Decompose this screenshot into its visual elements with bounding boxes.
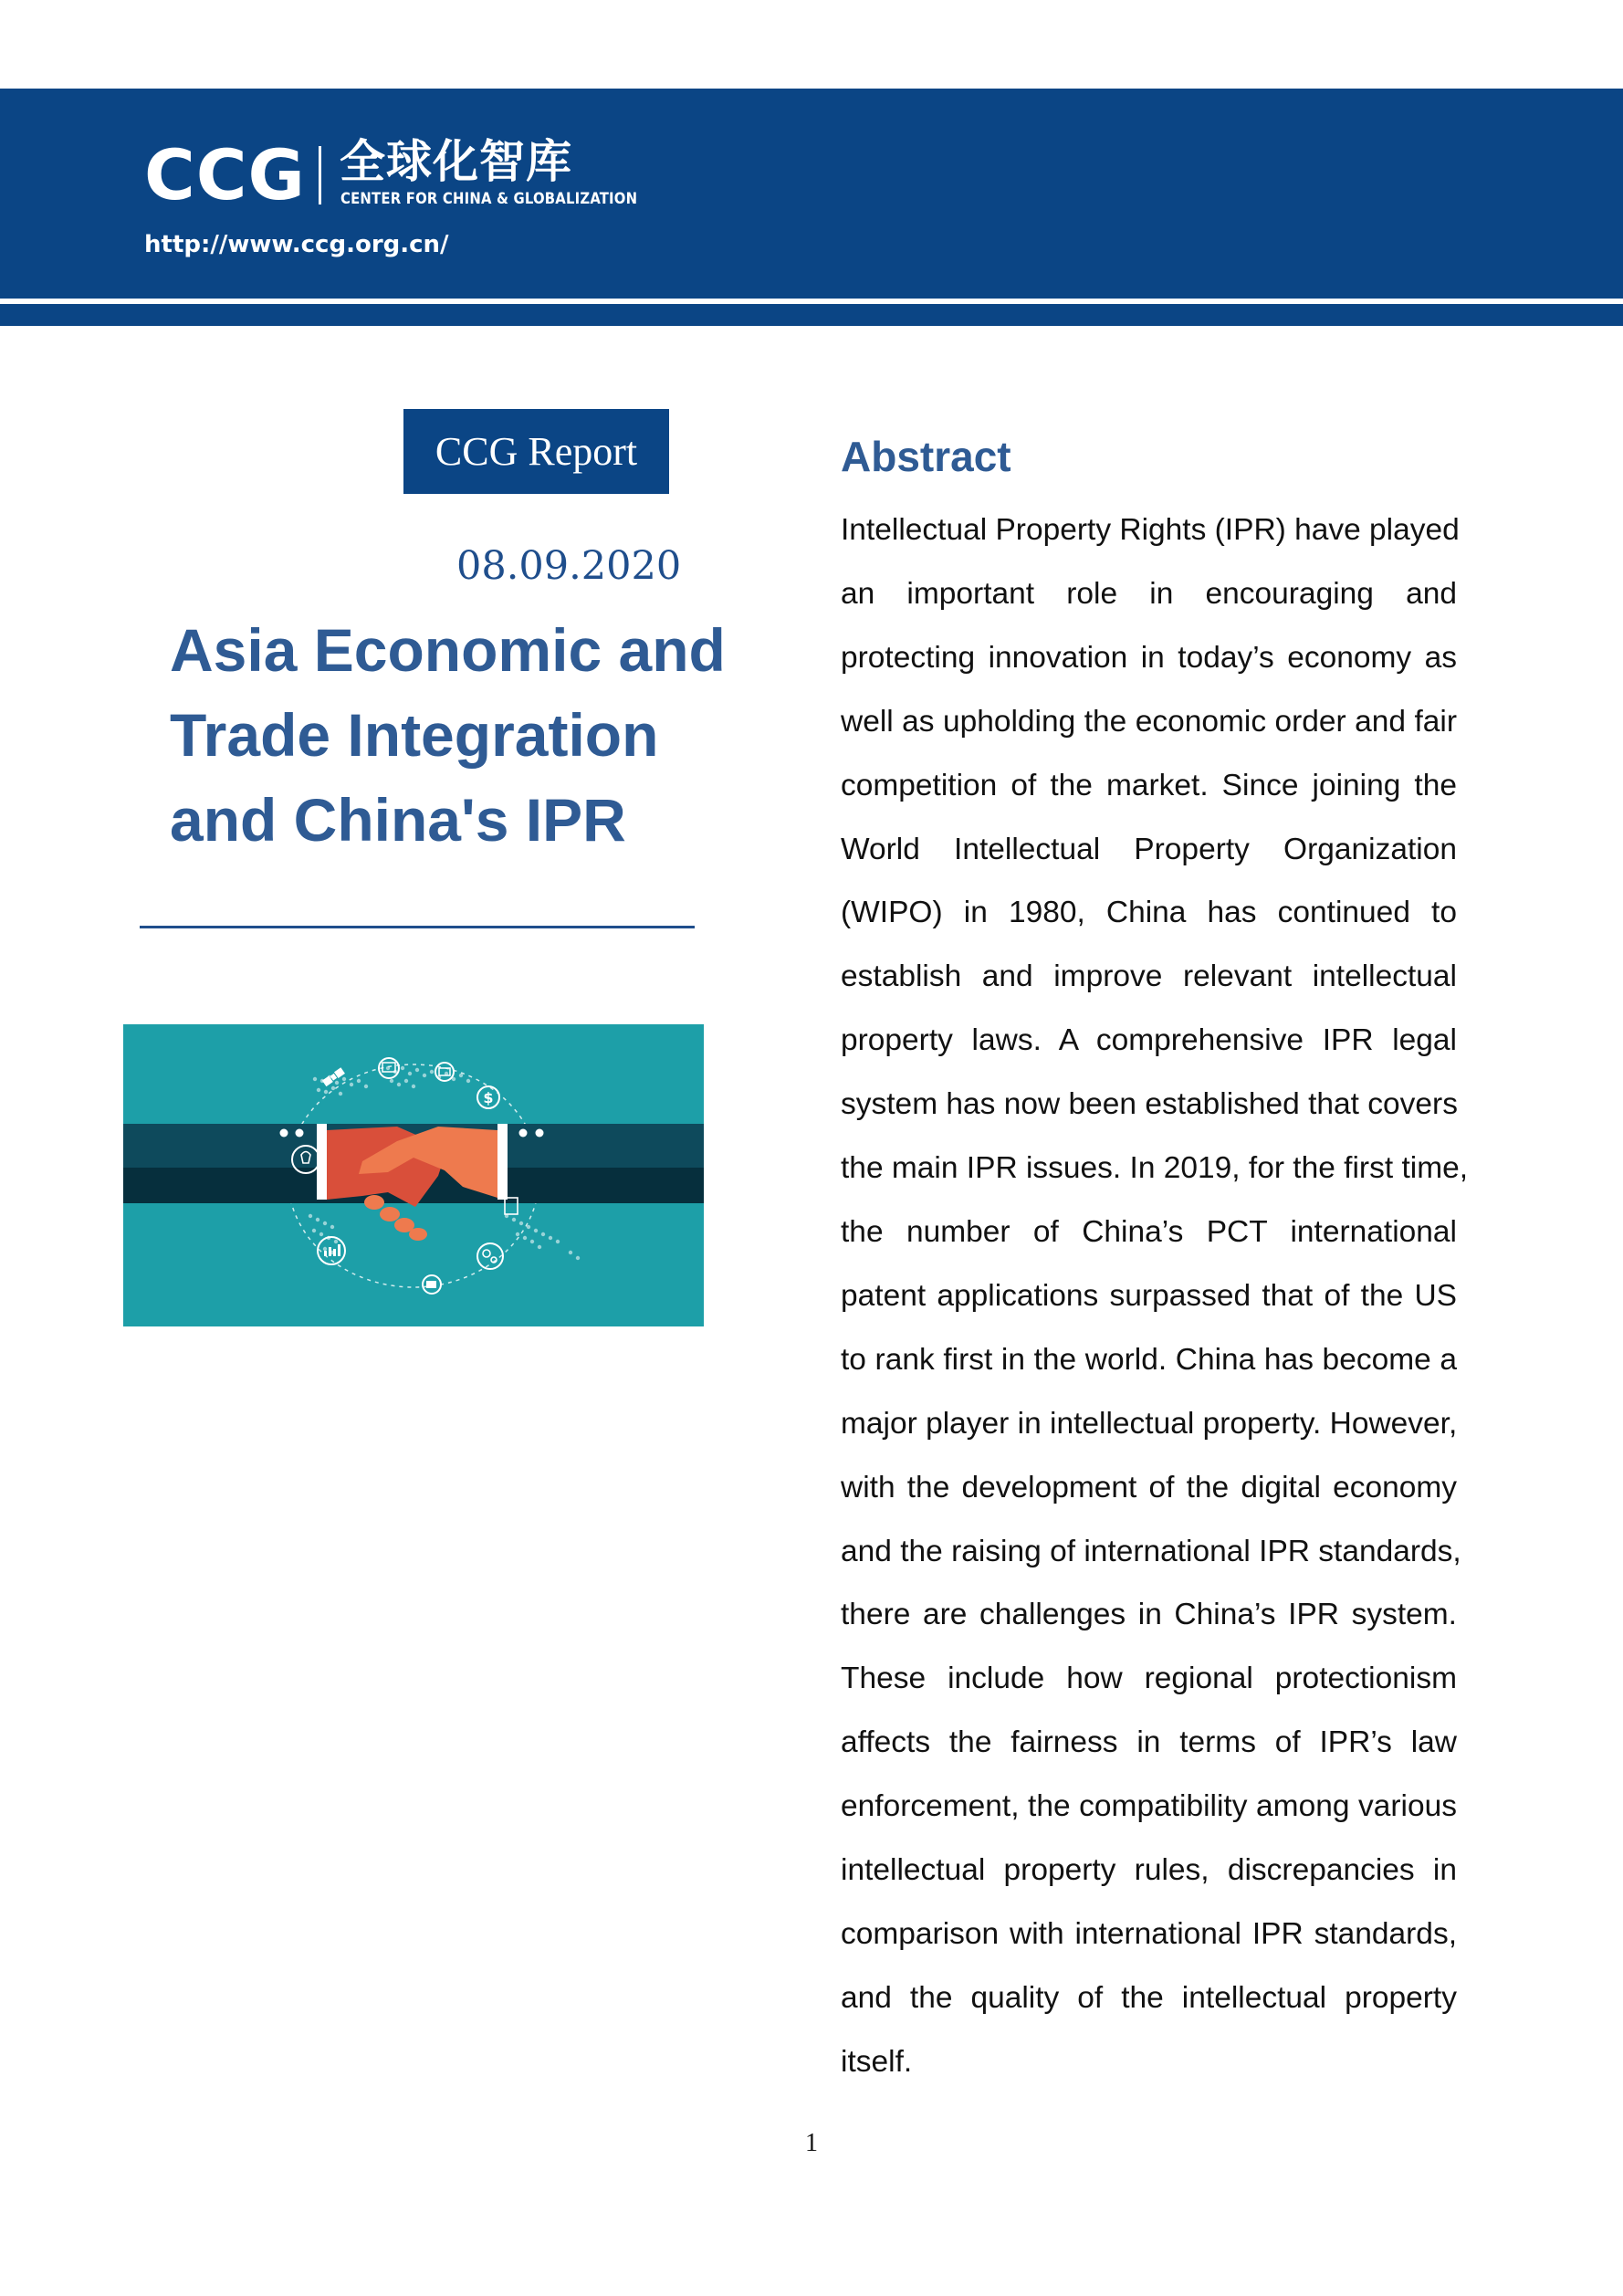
abstract-line: there are challenges in China’s IPR system. xyxy=(841,1598,1457,1632)
abstract-line: affects the fairness in terms of IPR’s law xyxy=(841,1725,1457,1760)
report-tag: CCG Report xyxy=(403,409,669,494)
abstract-line: comparison with international IPR standards, xyxy=(841,1916,1457,1951)
abstract-line: and the quality of the intellectual property xyxy=(841,1980,1457,2015)
abstract-line: These include how regional protectionism xyxy=(841,1662,1457,1696)
abstract-line: itself. xyxy=(841,2044,913,2079)
page-number: 1 xyxy=(805,2129,818,2157)
abstract-line: property laws. A comprehensive IPR legal xyxy=(841,1023,1457,1058)
website-url[interactable]: http://www.ccg.org.cn/ xyxy=(144,231,449,258)
title-line: Asia Economic and xyxy=(170,616,726,684)
abstract-line: enforcement, the compatibility among various xyxy=(841,1789,1457,1824)
abstract-line: intellectual property rules, discrepancies in xyxy=(841,1853,1457,1888)
report-date: 08.09.2020 xyxy=(456,543,682,589)
abstract-line: the main IPR issues. In 2019, for the first time, xyxy=(841,1151,1469,1186)
abstract-line: patent applications surpassed that of the US xyxy=(841,1278,1457,1313)
report-title xyxy=(170,608,754,863)
logo-divider xyxy=(319,146,321,204)
abstract-line: and the raising of international IPR standards, xyxy=(841,1534,1461,1568)
abstract-line: the number of China’s PCT international xyxy=(841,1214,1457,1249)
abstract-line: Intellectual Property Rights (IPR) have played xyxy=(841,513,1460,547)
title-underline xyxy=(140,926,695,928)
abstract-line: with the development of the digital economy xyxy=(841,1470,1457,1504)
abstract-line: well as upholding the economic order and fair xyxy=(841,704,1457,739)
handshake-illustration xyxy=(123,1024,704,1326)
abstract-body xyxy=(841,498,1469,2094)
title-line: and China's IPR xyxy=(170,786,626,854)
abstract-heading: Abstract xyxy=(841,433,1011,480)
ccg-logo-subtitle: CENTER FOR CHINA & GLOBALIZATION xyxy=(340,190,638,207)
abstract-line: system has now been established that covers xyxy=(841,1087,1458,1122)
ccg-logo-text: CCG xyxy=(144,134,306,215)
abstract-line: protecting innovation in today’s economy as xyxy=(841,640,1457,675)
title-line: Trade Integration xyxy=(170,701,659,769)
abstract-line: (WIPO) in 1980, China has continued to xyxy=(841,896,1457,930)
svg-text:$: $ xyxy=(483,1089,494,1106)
abstract-line: World Intellectual Property Organization xyxy=(841,832,1457,866)
abstract-line: competition of the market. Since joining the xyxy=(841,768,1457,802)
header-bottom-stripe xyxy=(0,304,1623,326)
abstract-line: major player in intellectual property. However, xyxy=(841,1406,1458,1441)
abstract-line: an important role in encouraging and xyxy=(841,576,1457,611)
abstract-line: to rank first in the world. China has become a xyxy=(841,1342,1457,1377)
ccg-logo-chinese: 全球化智库 xyxy=(340,135,572,188)
abstract-line: establish and improve relevant intellectual xyxy=(841,959,1457,994)
